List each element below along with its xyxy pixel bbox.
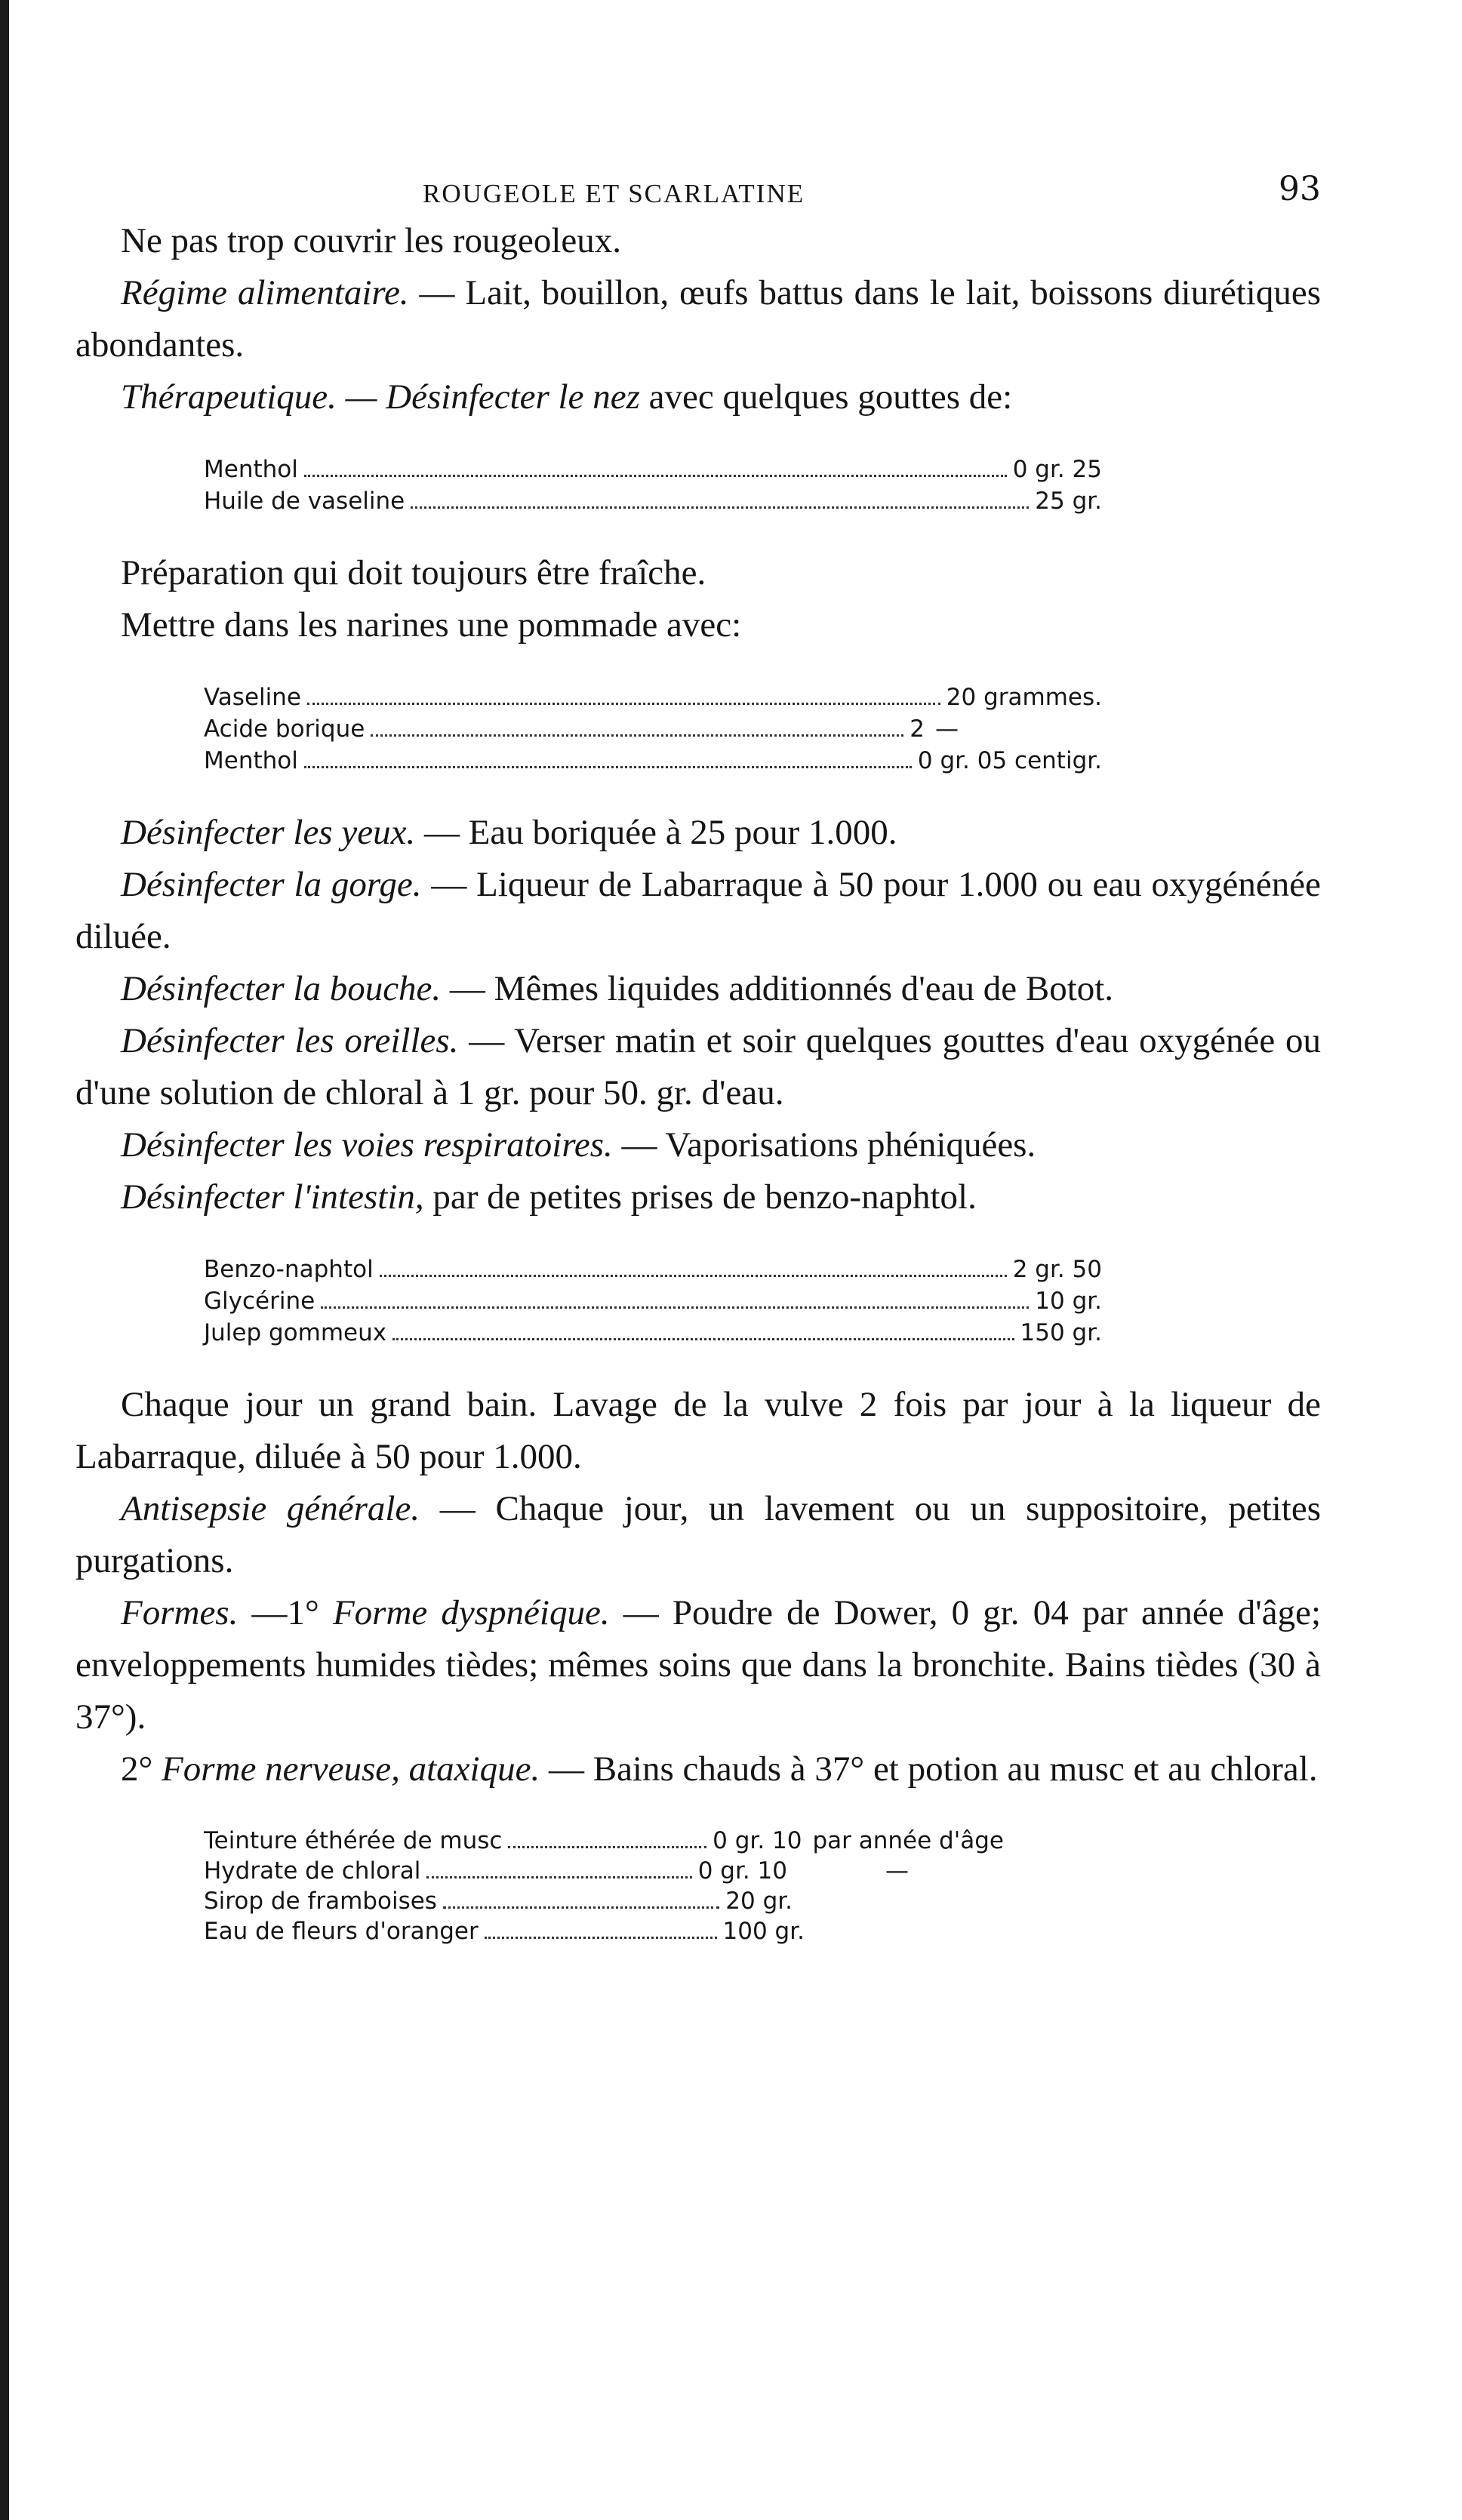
prescription-row [204,1916,1004,1946]
leader-dots [485,1937,717,1939]
prescription-row [204,682,1102,713]
paragraph-text: Ne pas trop couvrir les rougeoleux. [121,221,622,260]
leader-dots [443,1906,719,1909]
paragraph-nervous-form [75,1743,1321,1795]
prescription-row [204,1285,1102,1317]
paragraph-text: avec quelques gouttes de: [639,377,1013,417]
prescription-row [204,1856,1004,1886]
paragraph-forms [75,1587,1321,1743]
ingredient-name: Vaseline [204,684,301,711]
prescription-musc-potion [204,1826,1004,1946]
prescription-row [204,1254,1102,1285]
leader-dots [321,1306,1029,1309]
paragraph-text: 2° [121,1749,162,1789]
paragraph-intestine [75,1171,1321,1223]
paragraph-text: — Verser matin et soir quelques gouttes d'eau oxygénée ou d'une solution de chloral à 1 gr. pour 50. gr. d'eau. [75,1021,1321,1112]
ingredient-quantity: 150 gr. [1020,1319,1102,1346]
leader-dots [380,1275,1007,1277]
paragraph-text: Mettre dans les narines une pommade avec: [121,605,742,645]
leader-dots [411,506,1029,509]
ingredient-quantity: 25 gr. [1035,488,1102,515]
paragraph-mouth [75,963,1321,1015]
page-header [75,147,1321,215]
paragraph-text: — Mêmes liquides additionnés d'eau de Botot. [441,969,1114,1008]
prescription-row [204,1317,1102,1349]
ingredient-name: Eau de fleurs d'oranger [204,1918,479,1945]
leader-dots [304,766,912,768]
paragraph-label: Désinfecter la gorge. [121,865,422,904]
paragraph-text: — Liqueur de Labarraque à 50 pour 1.000 ou eau oxygénénée diluée. [75,865,1322,956]
paragraph-text: — Lait, bouillon, œufs battus dans le lait, boissons diurétiques abondantes. [75,273,1322,365]
paragraph-label: Désinfecter les yeux. [121,813,416,852]
paragraph-label: Désinfecter les oreilles. [121,1021,459,1060]
prescription-row [204,485,1102,517]
ingredient-name: Glycérine [204,1288,315,1315]
ingredient-quantity: 10 gr. [1035,1288,1102,1315]
leader-dots [304,475,1007,477]
paragraph-text: — Chaque jour, un lavement ou un suppositoire, petites purgations. [75,1489,1322,1580]
ingredient-name: Acide borique [204,715,365,743]
leader-dots [426,1876,691,1878]
prescription-ointment [204,682,1102,777]
leader-dots [307,703,940,705]
paragraph-label: Formes. [121,1593,239,1632]
ingredient-quantity: 20 gr. [725,1888,793,1915]
ingredient-note: — [935,715,959,743]
ingredient-quantity: 20 grammes. [946,684,1102,711]
ingredient-quantity: 0 gr. 10 [697,1857,787,1885]
paragraph-label: Désinfecter l'intestin, [121,1177,424,1217]
ingredient-note: — [885,1857,909,1885]
paragraph-covering [75,215,1321,267]
paragraph-therapeutics [75,371,1321,423]
paragraph-eyes [75,807,1321,859]
ingredient-name: Benzo-naphtol [204,1256,374,1283]
paragraph-label: Antisepsie générale. [121,1489,420,1528]
paragraph-label: Désinfecter la bouche. [121,969,442,1008]
book-page [75,147,1321,1946]
paragraph-ointment [75,599,1321,651]
prescription-row [204,454,1102,485]
ingredient-name: Sirop de framboises [204,1888,437,1915]
paragraph-text: par de petites prises de benzo-naphtol. [423,1177,977,1217]
paragraph-bath [75,1379,1321,1483]
paragraph-diet [75,267,1321,371]
page-number: 93 [1279,170,1321,208]
paragraph-label: Thérapeutique. — Désinfecter le nez [121,377,640,417]
prescription-row [204,745,1102,777]
paragraph-text: Chaque jour un grand bain. Lavage de la vulve 2 fois par jour à la liqueur de Labarraque, diluée à 50 pour 1.000. [75,1385,1321,1476]
ingredient-quantity: 100 gr. [722,1918,805,1945]
paragraph-preparation [75,547,1321,599]
prescription-row [204,1886,1004,1916]
ingredient-name: Julep gommeux [204,1319,387,1346]
paragraph-label: Régime alimentaire. [121,273,409,312]
paragraph-label: Forme dyspnéique. [332,1593,610,1632]
ingredient-name: Teinture éthérée de musc [204,1827,503,1854]
paragraph-text: — Poudre de Dower, 0 gr. 04 par année d'âge; enveloppements humides tièdes; mêmes soins que dans la bronchite. Bains tièdes (30 à 37°). [75,1593,1321,1737]
paragraph-text: —1° [238,1593,333,1632]
ingredient-quantity: 2 [910,715,925,743]
ingredient-name: Menthol [204,456,298,483]
paragraph-text: — Vaporisations phéniquées. [612,1125,1036,1165]
paragraph-ears [75,1015,1321,1119]
paragraph-antisepsis [75,1483,1321,1587]
paragraph-text: Préparation qui doit toujours être fraîche. [121,553,706,592]
paragraph-text: — Bains chauds à 37° et potion au musc et au chloral. [540,1749,1318,1789]
paragraph-throat [75,859,1321,963]
leader-dots [371,734,903,737]
ingredient-quantity: 0 gr. 25 [1012,456,1102,483]
paragraph-label: Désinfecter les voies respiratoires. [121,1125,613,1165]
paragraph-text: — Eau boriquée à 25 pour 1.000. [415,813,897,852]
ingredient-quantity: 2 gr. 50 [1012,1256,1102,1283]
leader-dots [392,1338,1014,1340]
prescription-benzonaphtol [204,1254,1102,1349]
ingredient-quantity: 0 gr. 05 centigr. [917,747,1102,774]
ingredient-name: Hydrate de chloral [204,1857,421,1885]
ingredient-name: Huile de vaseline [204,488,405,515]
running-title: ROUGEOLE ET SCARLATINE [423,179,805,208]
prescription-row [204,713,1102,745]
paragraph-airways [75,1119,1321,1171]
ingredient-name: Menthol [204,747,298,774]
paragraph-label: Forme nerveuse, ataxique. [162,1749,540,1789]
prescription-row [204,1826,1004,1856]
ingredient-quantity: 0 gr. 10 [713,1827,802,1854]
prescription-menthol-oil [204,454,1102,517]
ingredient-note: par année d'âge [812,1827,1004,1854]
leader-dots [508,1846,706,1848]
scan-edge-shadow [0,0,9,2520]
